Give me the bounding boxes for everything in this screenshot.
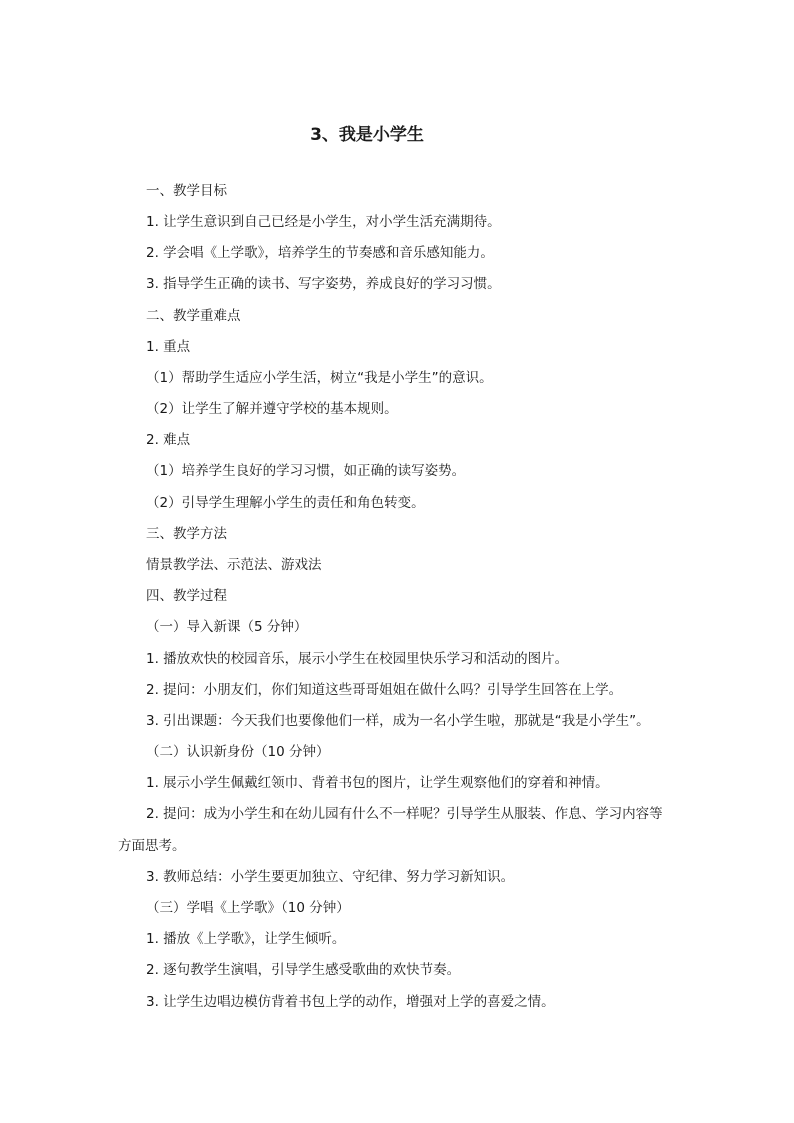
paragraph-line: 2. 提问：小朋友们，你们知道这些哥哥姐姐在做什么吗？引导学生回答在上学。 <box>146 682 623 698</box>
paragraph-line: 3. 教师总结：小学生要更加独立、守纪律、努力学习新知识。 <box>146 869 515 885</box>
paragraph-line: 情景教学法、示范法、游戏法 <box>146 557 322 573</box>
subheading: （一）导入新课（5 分钟） <box>146 619 308 635</box>
paragraph-line: 3. 让学生边唱边模仿背着书包上学的动作，增强对上学的喜爱之情。 <box>146 994 555 1010</box>
paragraph-line: （2）引导学生理解小学生的责任和角色转变。 <box>146 495 425 511</box>
paragraph-line: 1. 播放《上学歌》，让学生倾听。 <box>146 931 346 947</box>
paragraph-line: 方面思考。 <box>118 838 186 854</box>
section-heading: 二、教学重难点 <box>146 308 241 324</box>
section-heading: 三、教学方法 <box>146 526 227 542</box>
subheading: （三）学唱《上学歌》（10 分钟） <box>146 900 350 916</box>
paragraph-line: 1. 展示小学生佩戴红领巾、背着书包的图片，让学生观察他们的穿着和神情。 <box>146 775 609 791</box>
subheading: 1. 重点 <box>146 339 191 355</box>
paragraph-line: 3. 引出课题：今天我们也要像他们一样，成为一名小学生啦，那就是“我是小学生”。 <box>146 713 650 729</box>
document-title: 3、我是小学生 <box>310 125 424 145</box>
paragraph-line: 1. 让学生意识到自己已经是小学生，对小学生活充满期待。 <box>146 214 501 230</box>
section-heading: 四、教学过程 <box>146 588 227 604</box>
paragraph-line: （2）让学生了解并遵守学校的基本规则。 <box>146 401 398 417</box>
paragraph-line: 2. 学会唱《上学歌》，培养学生的节奏感和音乐感知能力。 <box>146 245 494 261</box>
paragraph-line: （1）培养学生良好的学习习惯，如正确的读写姿势。 <box>146 463 466 479</box>
subheading: 2. 难点 <box>146 432 191 448</box>
paragraph-line: （1）帮助学生适应小学生活，树立“我是小学生”的意识。 <box>146 370 493 386</box>
paragraph-line: 2. 提问：成为小学生和在幼儿园有什么不一样呢？引导学生从服装、作息、学习内容等 <box>146 806 663 822</box>
paragraph-line: 3. 指导学生正确的读书、写字姿势，养成良好的学习习惯。 <box>146 276 501 292</box>
section-heading: 一、教学目标 <box>146 183 227 199</box>
paragraph-line: 2. 逐句教学生演唱，引导学生感受歌曲的欢快节奏。 <box>146 962 461 978</box>
paragraph-line: 1. 播放欢快的校园音乐，展示小学生在校园里快乐学习和活动的图片。 <box>146 651 569 667</box>
subheading: （二）认识新身份（10 分钟） <box>146 744 330 760</box>
